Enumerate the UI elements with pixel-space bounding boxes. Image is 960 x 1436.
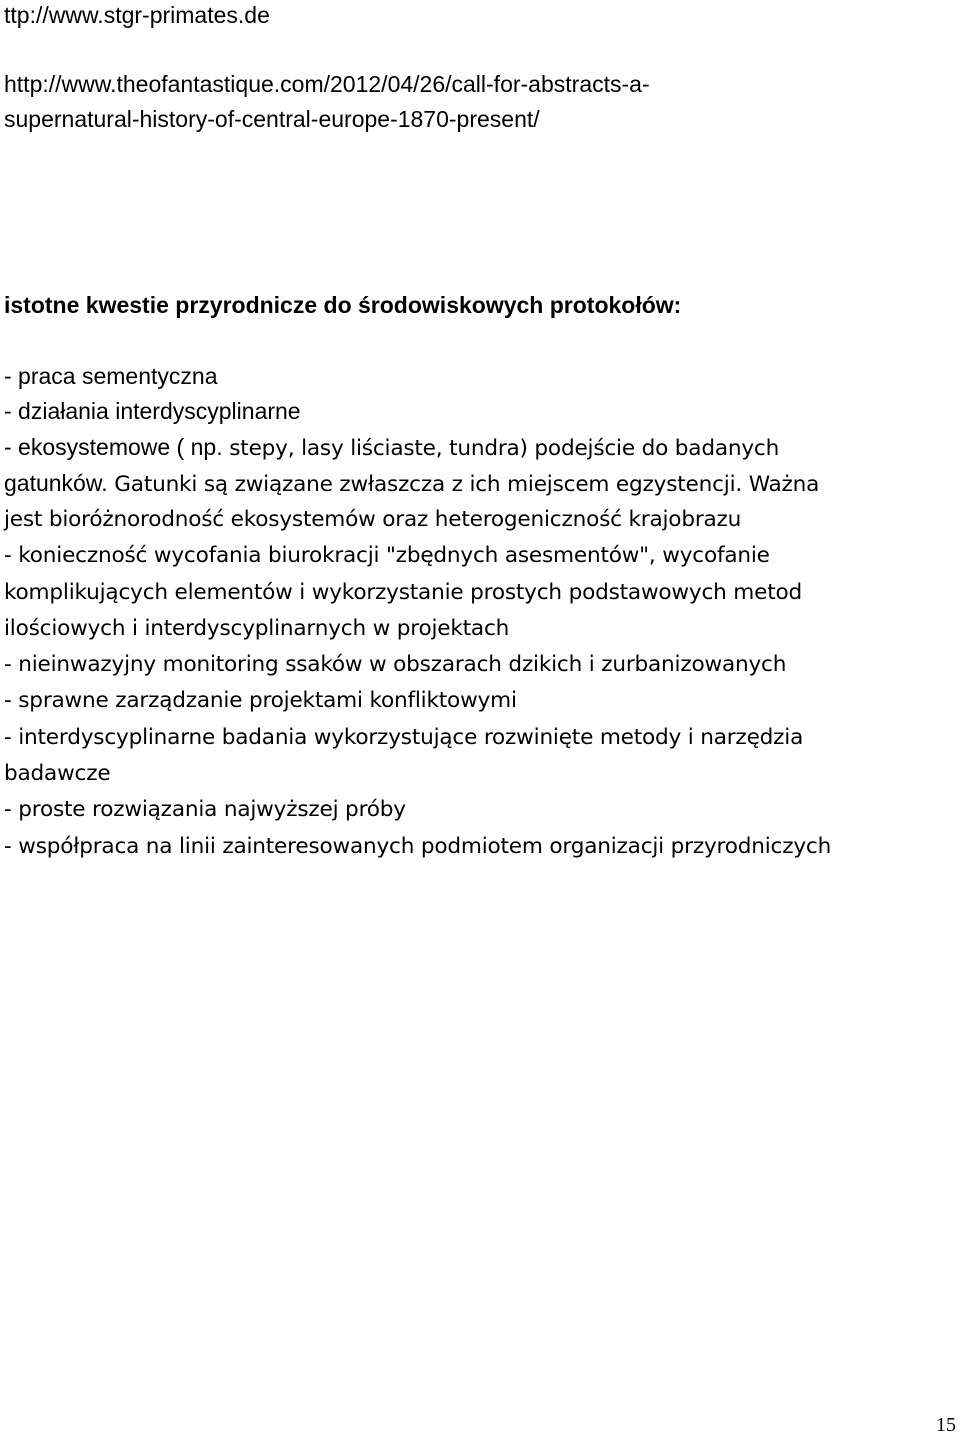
page-number: 15 bbox=[936, 1414, 956, 1436]
paragraph-line: komplikujących elementów i wykorzystanie prostych podstawowych metod bbox=[4, 580, 802, 605]
list-item: - interdyscyplinarne badania wykorzystujące rozwinięte metody i narzędzia bbox=[4, 725, 804, 750]
list-item: - sprawne zarządzanie projektami konfliktowymi bbox=[4, 688, 517, 713]
paragraph-head: gatunków. bbox=[4, 470, 108, 496]
list-item: - nieinwazyjny monitoring ssaków w obszarach dzikich i zurbanizowanych bbox=[4, 652, 787, 677]
paragraph-line: badawcze bbox=[4, 761, 111, 786]
link-theofantastique-line-2[interactable]: supernatural-history-of-central-europe-1870-present/ bbox=[4, 106, 540, 132]
list-item: - proste rozwiązania najwyższej próby bbox=[4, 797, 406, 822]
section-heading: istotne kwestie przyrodnicze do środowiskowych protokołów: bbox=[4, 292, 682, 318]
paragraph-tail: Gatunki są związane zwłaszcza z ich miejscem egzystencji. Ważna bbox=[107, 472, 820, 497]
list-item-mixed bbox=[4, 432, 779, 464]
paragraph-line bbox=[4, 468, 819, 500]
paragraph-line: jest bioróżnorodność ekosystemów oraz heterogeniczność krajobrazu bbox=[4, 507, 742, 532]
list-item: - praca sementyczna bbox=[4, 363, 218, 389]
link-theofantastique-line-1[interactable]: http://www.theofantastique.com/2012/04/26/call-for-abstracts-a- bbox=[4, 71, 650, 97]
list-item: - konieczność wycofania biurokracji "zbędnych asesmentów", wycofanie bbox=[4, 543, 770, 568]
list-item: - współpraca na linii zainteresowanych podmiotem organizacji przyrodniczych bbox=[4, 834, 832, 859]
paragraph-line: ilościowych i interdyscyplinarnych w projektach bbox=[4, 616, 510, 641]
list-item-tail: stepy, lasy liściaste, tundra) podejście do badanych bbox=[222, 436, 780, 461]
link-stgr-primates[interactable]: ttp://www.stgr-primates.de bbox=[4, 2, 270, 28]
list-item-head: - ekosystemowe ( np. bbox=[4, 434, 223, 460]
list-item: - działania interdyscyplinarne bbox=[4, 398, 301, 424]
